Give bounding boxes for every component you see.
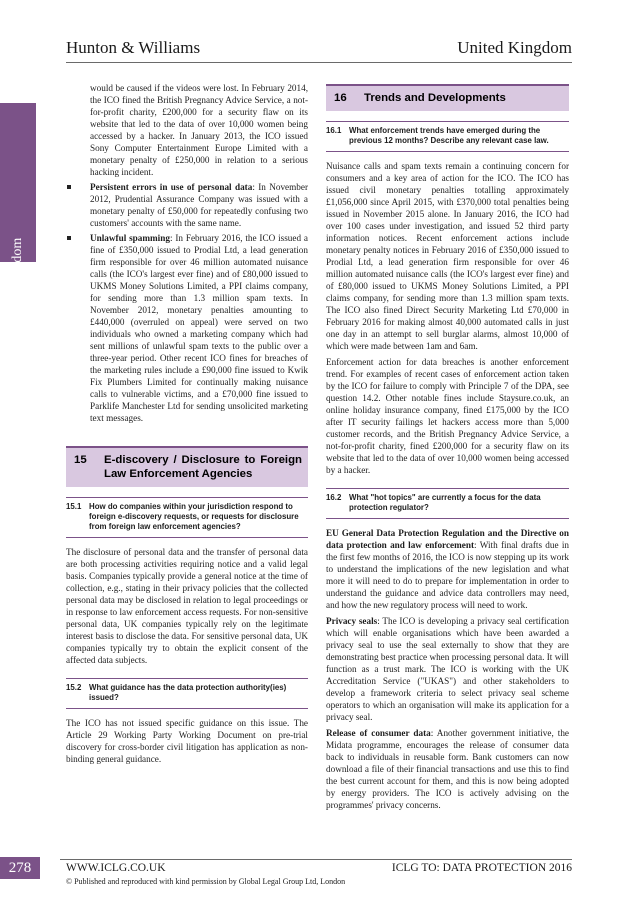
question-text: What guidance has the data protection authority(ies) issued? [89, 683, 287, 702]
header-divider [66, 62, 572, 63]
question-text: What "hot topics" are currently a focus for the data protection regulator? [349, 493, 541, 512]
topic-lead: EU General Data Protection Regulation and the Directive on data protection and law enforcement [326, 528, 569, 550]
bullet-item [66, 181, 308, 229]
topic-lead: Privacy seals [326, 616, 378, 626]
answer-paragraph: The ICO has not issued specific guidance on this issue. The Article 29 Working Party Working Document on pre-trial discovery for cross-border civil litigation has application as non-binding general guidance. [66, 718, 308, 764]
section-number: 15 [74, 454, 87, 466]
right-column [326, 84, 569, 811]
bullet-text: : In November 2012, Prudential Assurance Company was issued with a monetary penalty of £50,000 for repeatedly confusing two customers' accounts with the same name. [90, 182, 309, 228]
section-title: Trends and Developments [364, 92, 506, 104]
question-number: 16.1 [326, 126, 342, 135]
footer-copyright: © Published and reproduced with kind permission by Global Legal Group Ltd, London [66, 877, 346, 886]
bullet-lead: Unlawful spamming [90, 233, 170, 243]
question-16-2 [326, 488, 569, 519]
question-15-1 [66, 497, 308, 538]
bullet-lead: Persistent errors in use of personal data [90, 182, 253, 192]
answer-paragraph: The disclosure of personal data and the transfer of personal data are both processing activities requiring notice and a valid legal basis. Companies typically provide a general notice at the time of collection, e.g., stating in their privacy policies that the collected personal data may be disclosed in relation to legal proceedings or in response to law enforcement access requests. For non-sensitive personal data, UK companies typically rely on the legitimate interest basis to disclose the data. For sensitive personal data, UK companies typically try to obtain the explicit consent of the affected data subjects. [66, 547, 308, 665]
left-column [66, 82, 308, 765]
question-number: 15.1 [66, 502, 82, 511]
section-heading-16 [326, 84, 569, 111]
footer-publication: ICLG TO: DATA PROTECTION 2016 [391, 862, 572, 874]
question-text: What enforcement trends have emerged during the previous 12 months? Describe any relevant case law. [349, 126, 549, 145]
topic-text: : Another government initiative, the Midata programme, encourages the release of consumer data back to individuals in reusable form. Bank customers can now download a file of their financial transactions and use this to find the best current account for them, and this is now being adopted by energy providers. The ICO is actively advising on the programmes' privacy concerns. [326, 728, 569, 810]
header-firm-name: Hunton & Williams [66, 38, 201, 57]
side-tab-label: United Kingdom [10, 237, 25, 333]
section-title: E-discovery / Disclosure to Foreign Law Enforcement Agencies [104, 454, 302, 480]
topic-text: : The ICO is developing a privacy seal certification which will enable organisations which have been awarded a privacy seal to use the seal externally to show that they are demonstrating best practice when processing personal data. It will function as a trust mark. The ICO is working with the UK Accreditation Service ("UKAS") and other stakeholders to develop a framework criteria to select privacy seal scheme operators to which an organisation will make its application for a privacy seal. [326, 616, 569, 722]
question-text: How do companies within your jurisdiction respond to foreign e-discovery requests, or requests for disclosure from foreign law enforcement agencies? [89, 502, 299, 531]
topic-text: : With final drafts due in the first few months of 2016, the ICO is now stepping up its work to understand the implications of the new legislation and what more it will need to do to prepare for implementation in order to understand the guidance and advice data controllers may need, and how the new regulatory process will need to work. [326, 540, 569, 610]
question-number: 16.2 [326, 493, 342, 502]
section-number: 16 [334, 92, 347, 104]
question-15-2 [66, 678, 308, 709]
section-heading-15 [66, 446, 308, 487]
answer-paragraph [326, 727, 569, 811]
bullet-icon [67, 185, 71, 189]
page-number: 278 [0, 857, 40, 879]
footer-website: WWW.ICLG.CO.UK [66, 862, 166, 874]
bullet-text: : In February 2016, the ICO issued a fine of £350,000 issued to Prodial Ltd, a lead generation firm responsible for over 46 million automated nuisance calls (the ICO's largest ever fine) and of £80,000 issued to UKMS Money Solutions Limited, a PPI claims company, for sending more than 1.3 million spam texts. In November 2012, monetary penalties amounting to £440,000 (overruled on appeal) were served on two individuals who owned a marketing company which had sent millions of unlawful spam texts to the public over a three-year period. Other recent ICO fines for breaches of the marketing rules include a £90,000 fine issued to Kwik Fix Plumbers Limited for continually making nuisance calls to vulnerable victims, and a £70,000 fine issued to Parklife Manchester Ltd for sending unsolicited marketing text messages. [90, 233, 308, 423]
answer-paragraph [326, 615, 569, 723]
answer-paragraph: Nuisance calls and spam texts remain a continuing concern for consumers and a key area of action for the ICO. The ICO has issued civil monetary penalties totalling approximately £1,056,000 since April 2015, with £370,000 total penalties being issued in November 2015 alone. In January 2016, the ICO had over 100 cases under investigation, and issued 52 third party information notices. Recent enforcement actions include monetary penalty notices in February 2016 of £350,000 issued to Prodial Ltd, a lead generation firm responsible for over 46 million automated nuisance calls (the ICO's largest ever fine) and of £80,000 issued to UKMS Money Solutions Limited, a PPI claims company, for sending more than 1.3 million spam texts. The ICO also fined Direct Security Marketing Ltd £70,000 in February 2016 for making almost 40,000 automated calls in just one day in an attempt to sell burglar alarms, almost 10,000 of which were made between 1am and 6am. [326, 161, 569, 351]
answer-paragraph: Enforcement action for data breaches is another enforcement trend. For examples of recent cases of enforcement action taken by the ICO for failure to comply with Principle 7 of the DPA, see question 14.2. Other notable fines include Staysure.co.uk, an online holiday insurance company, fined £175,000 by the ICO after IT security failings let hackers access more than 5,000 customer records, and the British Pregnancy Advice Service, a not-for-profit charity, fined £200,000 for a security flaw on its website that led to the data of over 10,000 women being accessed by a hacker. [326, 357, 569, 475]
country-side-tab [0, 103, 36, 333]
bullet-item [66, 232, 308, 424]
continued-paragraph: would be caused if the videos were lost. In February 2014, the ICO fined the British Pregnancy Advice Service, a not-for-profit charity, £200,000 for a security flaw on its website that led to the data of over 10,000 women being accessed by a hacker. In January 2013, the ICO issued Sony Computer Entertainment Europe Limited with a monetary penalty of £250,000 in relation to a serious hacking incident. [90, 83, 308, 177]
footer-divider [60, 859, 572, 860]
header-country: United Kingdom [457, 38, 572, 57]
question-16-1 [326, 121, 569, 152]
question-number: 15.2 [66, 683, 82, 692]
bullet-icon [67, 236, 71, 240]
topic-lead: Release of consumer data [326, 728, 431, 738]
answer-paragraph [326, 527, 569, 611]
